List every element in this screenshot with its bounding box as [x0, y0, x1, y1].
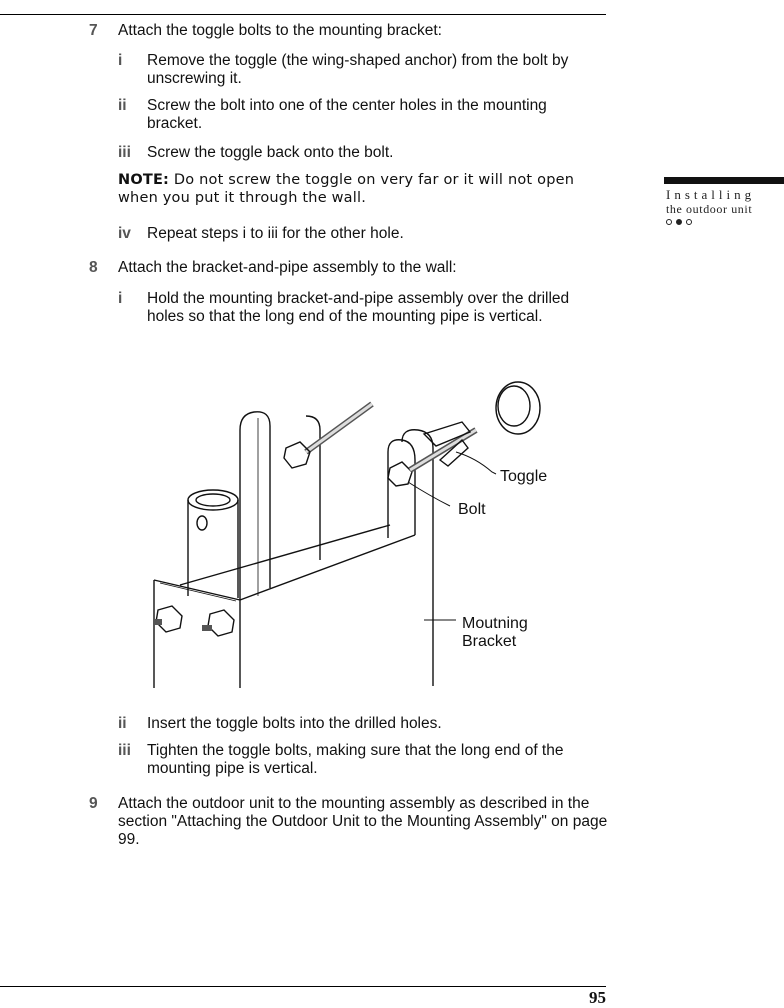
note-label: NOTE: — [118, 172, 170, 188]
step-7 — [89, 22, 442, 40]
label-toggle: Toggle — [500, 468, 548, 485]
bracket-assembly-figure — [140, 360, 580, 690]
section-title: Installing — [666, 187, 756, 202]
step-9 — [89, 795, 608, 848]
progress-dot-filled-icon — [676, 219, 682, 225]
substep-numeral: iii — [118, 144, 131, 161]
section-subtitle: the outdoor unit — [666, 202, 753, 216]
substep-numeral: i — [118, 290, 123, 307]
step-8 — [89, 259, 457, 277]
progress-dot-empty-icon — [686, 219, 692, 225]
step-text: Attach the toggle bolts to the mounting bracket: — [118, 22, 442, 39]
substep-text: Repeat steps i to iii for the other hole. — [147, 225, 404, 242]
note-paragraph — [118, 171, 598, 207]
substep-text: Screw the toggle back onto the bolt. — [147, 144, 394, 161]
substep-text: Hold the mounting bracket-and-pipe assembly over the drilled holes so that the long end of the mounting pipe is vertical. — [147, 290, 570, 325]
step-text: Attach the bracket-and-pipe assembly to the wall: — [118, 259, 457, 276]
bracket-right-plate — [388, 440, 415, 538]
section-tab-bar — [664, 177, 784, 184]
step-text: Attach the outdoor unit to the mounting assembly as described in the section "Attaching the Outdoor Unit to the Mounting Assembly" on page 99. — [118, 795, 608, 848]
substep-numeral: ii — [118, 715, 127, 732]
page-number: 95 — [589, 988, 606, 1007]
label-bracket-line1: Moutning — [462, 615, 528, 632]
bracket-left-plate — [240, 412, 270, 600]
label-bracket-line2: Bracket — [462, 633, 517, 650]
header-rule — [0, 14, 606, 15]
substep-numeral: i — [118, 52, 123, 69]
substep-numeral: iv — [118, 225, 131, 242]
progress-dot-empty-icon — [666, 219, 672, 225]
substep-text: Remove the toggle (the wing-shaped anchor) from the bolt by unscrewing it. — [147, 52, 569, 87]
note-text: Do not screw the toggle on very far or it will not open when you put it through the wall. — [118, 172, 575, 206]
bracket-assembly-illustration — [140, 360, 580, 690]
substep-numeral: iii — [118, 742, 131, 759]
step-number: 8 — [89, 259, 98, 276]
substep-text: Insert the toggle bolts into the drilled holes. — [147, 715, 442, 732]
section-progress-dots — [666, 219, 692, 225]
substep-numeral: ii — [118, 97, 127, 114]
step-number: 9 — [89, 795, 98, 812]
label-bolt: Bolt — [458, 501, 486, 518]
nut-right — [208, 610, 234, 636]
substep-text: Screw the bolt into one of the center holes in the mounting bracket. — [147, 97, 547, 132]
substep-text: Tighten the toggle bolts, making sure that the long end of the mounting pipe is vertical. — [147, 742, 564, 777]
bolt-head-left — [284, 442, 310, 468]
step-number: 7 — [89, 22, 98, 39]
toggle-disc — [496, 382, 540, 434]
footer-rule — [0, 986, 606, 987]
